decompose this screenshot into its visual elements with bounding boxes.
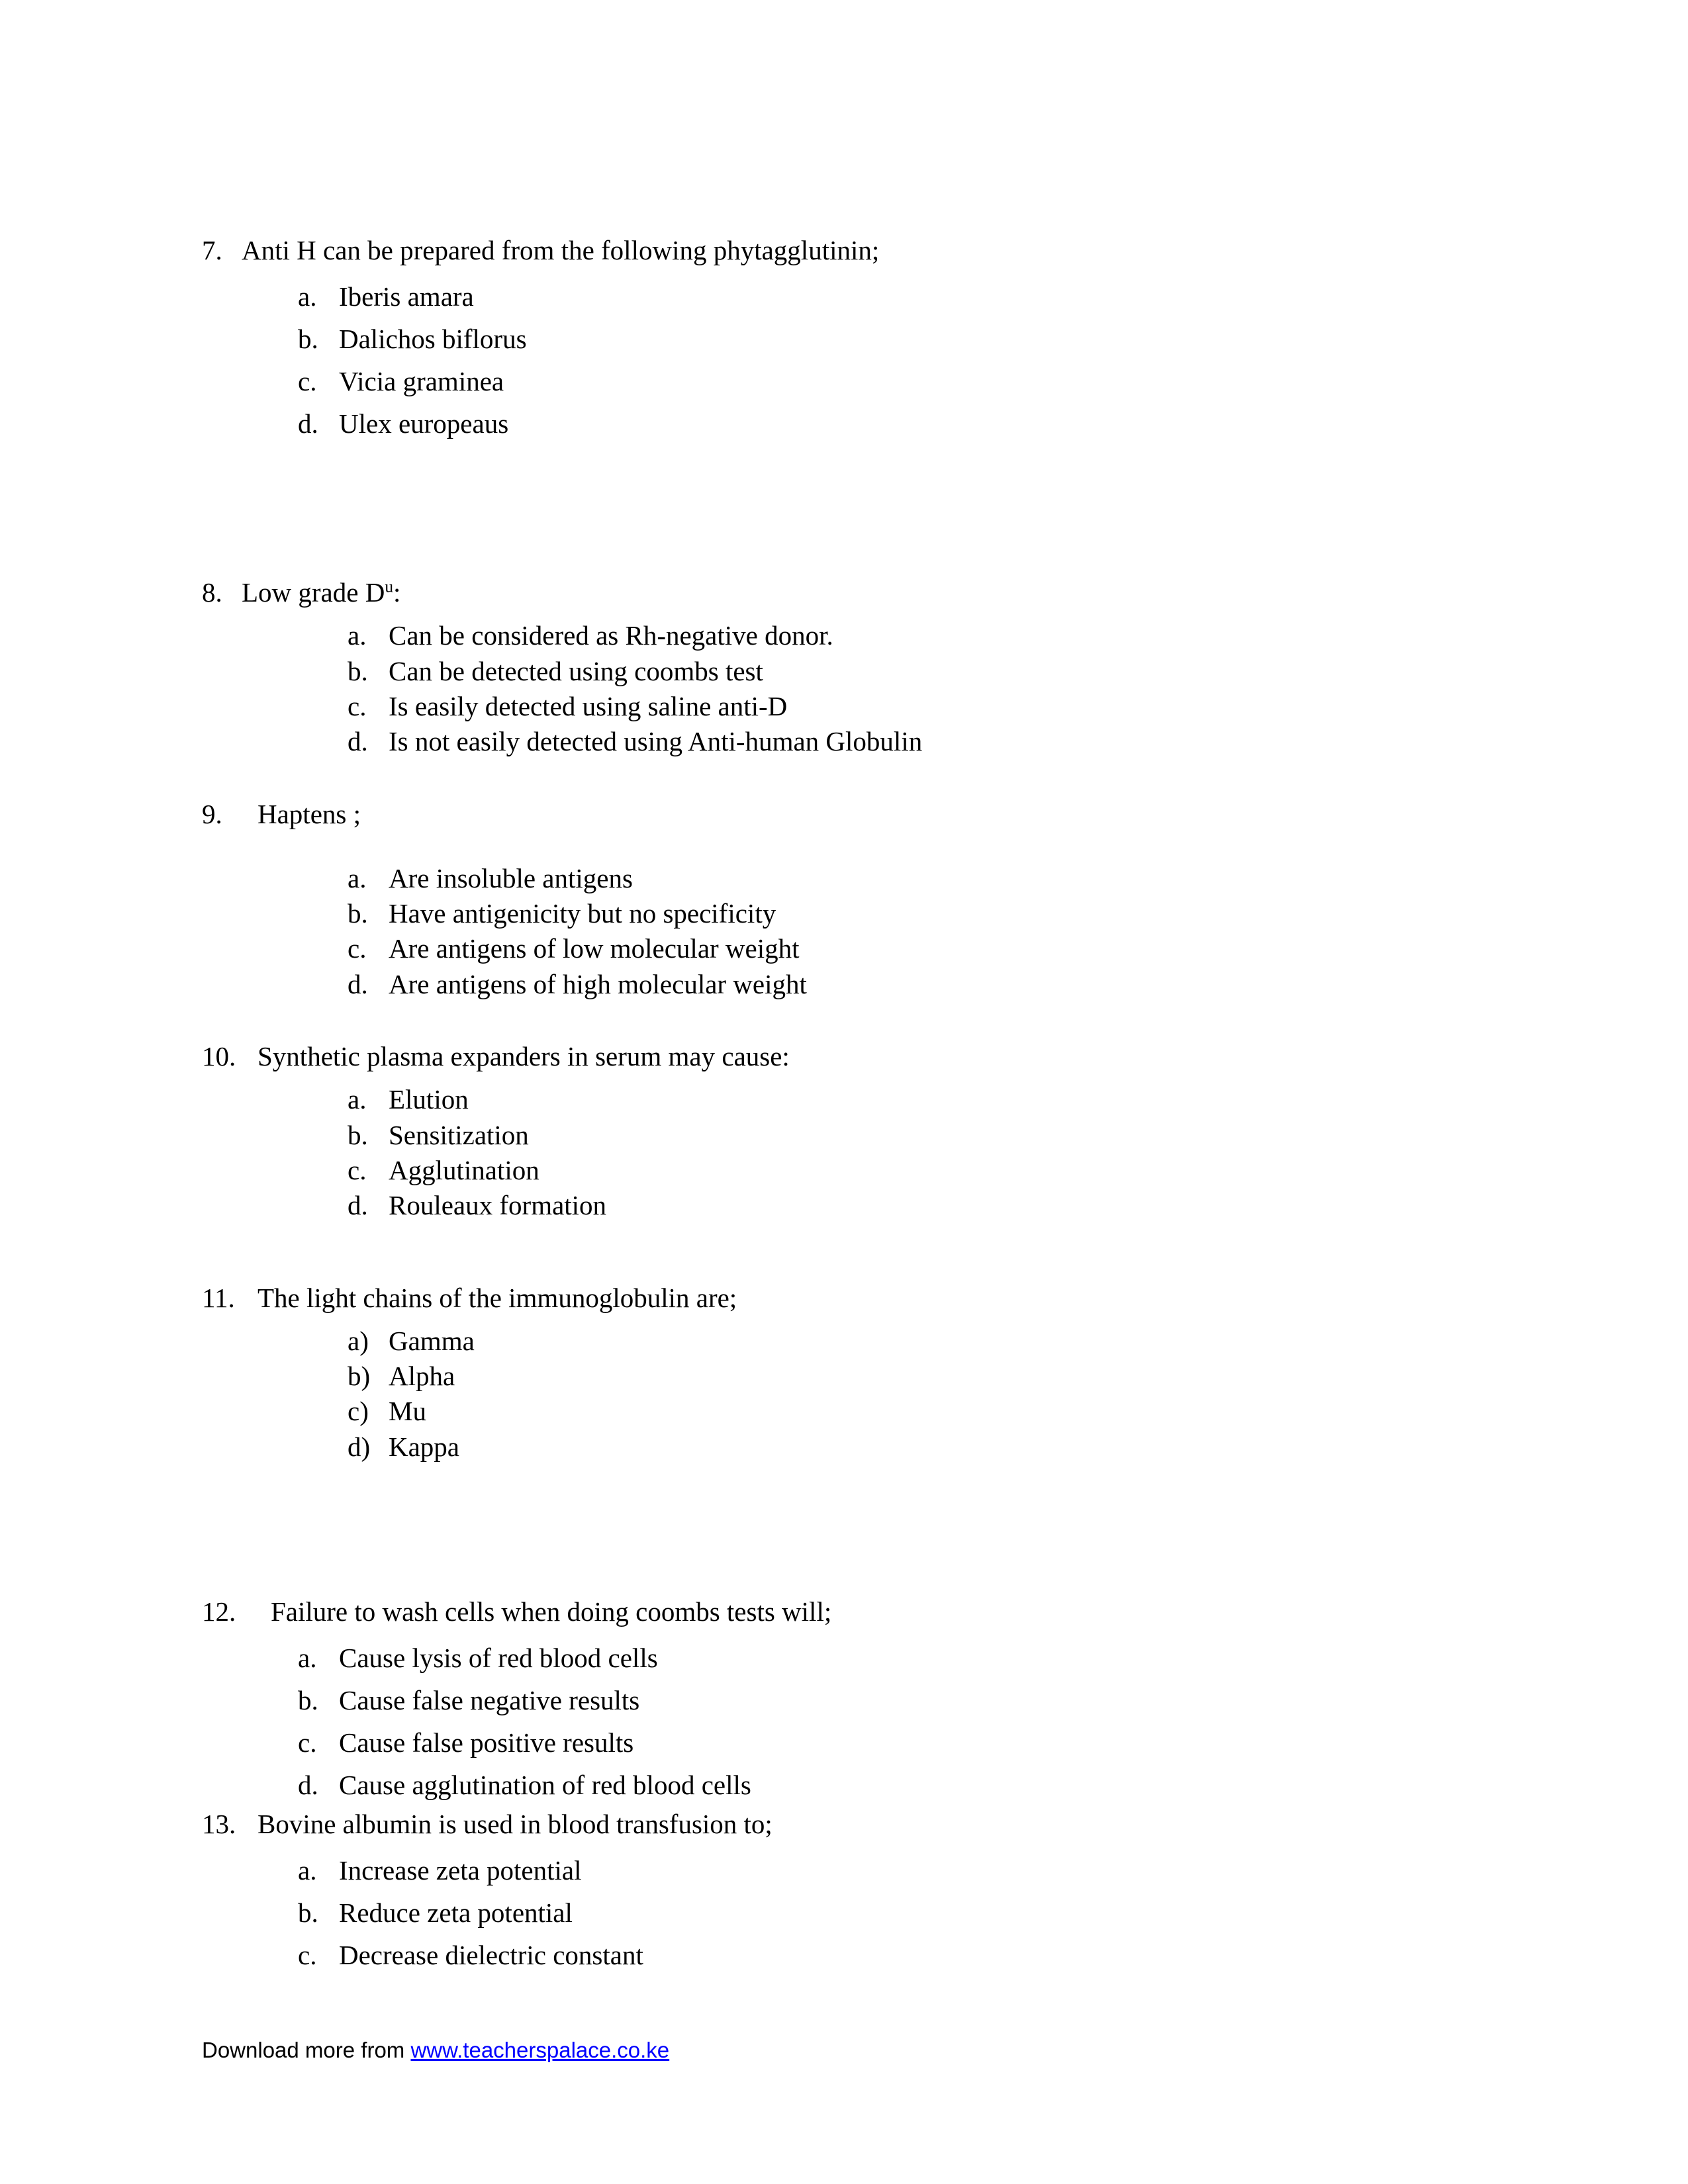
option-marker: c. <box>298 366 317 397</box>
option-item[interactable] <box>202 1764 1460 1807</box>
question-stem-9 <box>202 797 1460 832</box>
option-text: Is easily detected using saline anti-D <box>389 691 788 721</box>
option-item[interactable] <box>202 689 1460 724</box>
option-item[interactable] <box>202 1118 1460 1153</box>
question-text-9: Haptens ; <box>258 798 361 829</box>
option-marker: c. <box>298 1940 317 1971</box>
option-text: Iberis amara <box>339 281 474 312</box>
questions-container <box>202 233 1460 1977</box>
question-stem-8 <box>202 575 1460 610</box>
spacer <box>202 1629 1460 1637</box>
option-item[interactable] <box>202 1188 1460 1223</box>
spacer <box>202 1224 1460 1281</box>
question-text-12: Failure to wash cells when doing coombs tests will; <box>271 1596 832 1627</box>
option-text: Are insoluble antigens <box>389 862 633 893</box>
footer-prefix-text: Download more from <box>202 2038 411 2062</box>
option-item[interactable] <box>202 1324 1460 1359</box>
option-item[interactable] <box>202 1850 1460 1892</box>
spacer <box>202 610 1460 618</box>
question-stem-12 <box>202 1594 1460 1629</box>
question-block-12 <box>202 1594 1460 1807</box>
question-number-7: 7. <box>202 235 222 265</box>
option-item[interactable] <box>202 1430 1460 1465</box>
option-item[interactable] <box>202 318 1460 361</box>
option-list-10 <box>202 1082 1460 1223</box>
spacer <box>202 268 1460 276</box>
option-text: Cause lysis of red blood cells <box>339 1643 658 1674</box>
option-text: Agglutination <box>389 1154 539 1185</box>
spacer <box>202 1316 1460 1324</box>
question-block-13 <box>202 1807 1460 1977</box>
option-text: Have antigenicity but no specificity <box>389 898 776 929</box>
question-stem-7 <box>202 233 1460 268</box>
option-text: Reduce zeta potential <box>339 1897 573 1929</box>
option-text: Dalichos biflorus <box>339 324 527 355</box>
option-text: Kappa <box>389 1431 460 1462</box>
option-marker: d) <box>348 1431 371 1462</box>
option-list-9 <box>202 861 1460 1002</box>
option-item[interactable] <box>202 1722 1460 1764</box>
option-marker: a) <box>348 1325 369 1356</box>
question-stem-11 <box>202 1281 1460 1316</box>
superscript-u: u <box>385 577 394 596</box>
option-marker: a. <box>348 1084 367 1115</box>
question-text-8 <box>242 575 400 610</box>
option-text: Elution <box>389 1084 469 1115</box>
question-stem-13 <box>202 1807 1460 1842</box>
option-marker: d. <box>348 726 368 757</box>
option-marker: a. <box>298 1855 317 1886</box>
option-list-8 <box>202 618 1460 759</box>
option-list-13 <box>202 1850 1460 1977</box>
spacer <box>202 445 1460 575</box>
option-item[interactable] <box>202 1892 1460 1934</box>
question-number-8: 8. <box>202 577 222 608</box>
option-item[interactable] <box>202 1680 1460 1722</box>
option-item[interactable] <box>202 967 1460 1002</box>
question-number-10: 10. <box>202 1041 236 1072</box>
question-number-11: 11. <box>202 1282 235 1313</box>
option-text: Sensitization <box>389 1119 529 1150</box>
question-block-11 <box>202 1281 1460 1465</box>
option-marker: b. <box>348 898 368 929</box>
option-text: Vicia graminea <box>339 366 504 397</box>
option-item[interactable] <box>202 654 1460 689</box>
question-block-8 <box>202 575 1460 759</box>
spacer <box>202 1074 1460 1082</box>
option-list-12 <box>202 1637 1460 1807</box>
option-marker: b. <box>298 1897 318 1929</box>
question-stem-10 <box>202 1039 1460 1074</box>
option-item[interactable] <box>202 1934 1460 1977</box>
option-text: Cause false negative results <box>339 1685 640 1716</box>
option-item[interactable] <box>202 861 1460 896</box>
question-text-10: Synthetic plasma expanders in serum may cause: <box>258 1041 790 1072</box>
option-marker: b) <box>348 1361 371 1392</box>
option-item[interactable] <box>202 896 1460 931</box>
option-marker: d. <box>348 968 368 999</box>
option-item[interactable] <box>202 1394 1460 1429</box>
option-text: Can be detected using coombs test <box>389 655 763 686</box>
question-text-13: Bovine albumin is used in blood transfusion to; <box>258 1809 773 1840</box>
option-marker: b. <box>348 1119 368 1150</box>
option-list-7 <box>202 276 1460 445</box>
option-item[interactable] <box>202 276 1460 318</box>
question-block-9 <box>202 797 1460 1002</box>
spacer <box>202 1465 1460 1594</box>
spacer <box>202 1842 1460 1850</box>
question-text-prefix: Low grade D <box>242 577 385 608</box>
option-text: Gamma <box>389 1325 475 1356</box>
question-text-11: The light chains of the immunoglobulin are; <box>258 1282 737 1313</box>
option-marker: c. <box>348 691 367 721</box>
option-marker: a. <box>298 281 317 312</box>
teacherspalace-link[interactable]: www.teacherspalace.co.ke <box>410 2038 670 2062</box>
question-number-9: 9. <box>202 798 222 829</box>
question-number-13: 13. <box>202 1809 236 1840</box>
option-marker: d. <box>298 1770 318 1801</box>
option-text: Rouleaux formation <box>389 1190 607 1221</box>
option-marker: a. <box>348 862 367 893</box>
option-text: Is not easily detected using Anti-human Globulin <box>389 726 923 757</box>
option-text: Cause false positive results <box>339 1727 634 1758</box>
page-footer <box>202 2037 669 2064</box>
option-marker: b. <box>298 324 318 355</box>
spacer <box>202 832 1460 861</box>
option-item[interactable] <box>202 618 1460 653</box>
option-text: Are antigens of low molecular weight <box>389 933 800 964</box>
option-text: Mu <box>389 1396 426 1427</box>
option-text: Decrease dielectric constant <box>339 1940 643 1971</box>
option-marker: d. <box>298 408 318 439</box>
question-block-7 <box>202 233 1460 445</box>
option-text: Cause agglutination of red blood cells <box>339 1770 751 1801</box>
question-block-10 <box>202 1039 1460 1223</box>
spacer <box>202 760 1460 797</box>
option-text: Are antigens of high molecular weight <box>389 968 807 999</box>
option-marker: b. <box>348 655 368 686</box>
spacer <box>202 1002 1460 1039</box>
option-marker: c. <box>348 933 367 964</box>
option-text: Can be considered as Rh-negative donor. <box>389 620 833 651</box>
option-list-11 <box>202 1324 1460 1465</box>
option-marker: c. <box>298 1727 317 1758</box>
option-item[interactable] <box>202 724 1460 759</box>
option-text: Ulex europeaus <box>339 408 509 439</box>
option-text: Increase zeta potential <box>339 1855 582 1886</box>
option-item[interactable] <box>202 361 1460 403</box>
option-item[interactable] <box>202 1153 1460 1188</box>
option-marker: a. <box>298 1643 317 1674</box>
option-text: Alpha <box>389 1361 455 1392</box>
option-item[interactable] <box>202 403 1460 445</box>
option-item[interactable] <box>202 931 1460 966</box>
question-text-suffix: : <box>393 577 401 608</box>
option-item[interactable] <box>202 1082 1460 1117</box>
option-marker: d. <box>348 1190 368 1221</box>
option-marker: a. <box>348 620 367 651</box>
option-item[interactable] <box>202 1637 1460 1680</box>
option-marker: c. <box>348 1154 367 1185</box>
option-marker: c) <box>348 1396 369 1427</box>
option-marker: b. <box>298 1685 318 1716</box>
question-number-12: 12. <box>202 1596 236 1627</box>
option-item[interactable] <box>202 1359 1460 1394</box>
question-text-7: Anti H can be prepared from the following phytagglutinin; <box>242 235 880 265</box>
